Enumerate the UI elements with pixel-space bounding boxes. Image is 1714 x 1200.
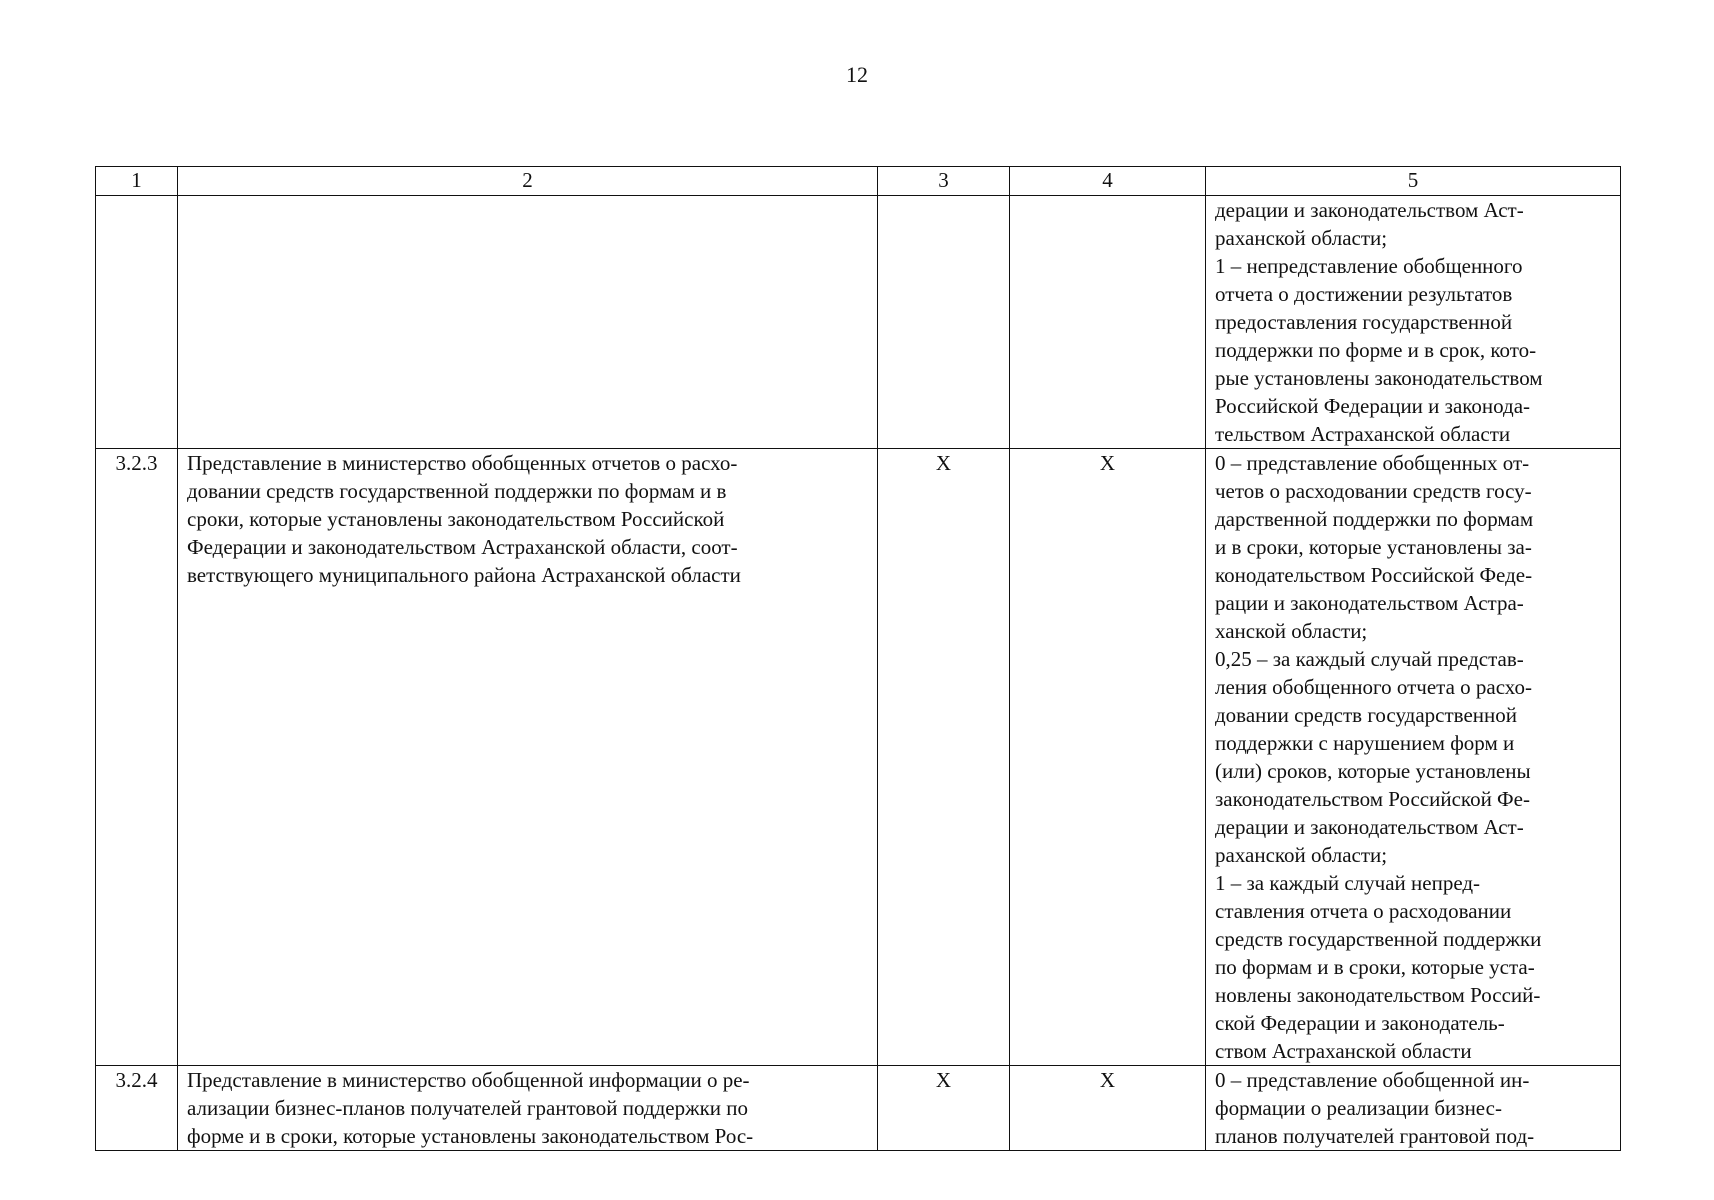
criteria-line: 0,25 – за каждый случай представ- (1215, 647, 1524, 671)
criteria-cell (1206, 196, 1621, 449)
column-header: 5 (1206, 167, 1621, 196)
column-3-cell: X (878, 1066, 1010, 1151)
criteria-line: дерации и законодательством Аст- (1215, 815, 1524, 839)
row-number-cell (96, 196, 178, 449)
criteria-cell (1206, 449, 1621, 1066)
criteria-line: ления обобщенного отчета о расхо- (1215, 675, 1532, 699)
column-4-cell: X (1010, 1066, 1206, 1151)
description-line: ветствующего муниципального района Астраханской области (187, 563, 741, 587)
criteria-line: планов получателей грантовой под- (1215, 1124, 1535, 1148)
criteria-line: средств государственной поддержки (1215, 927, 1542, 951)
column-header: 1 (96, 167, 178, 196)
criteria-line: Российской Федерации и законода- (1215, 394, 1531, 418)
criteria-line: конодательством Российской Феде- (1215, 563, 1533, 587)
criteria-line: 0 – представление обобщенных от- (1215, 451, 1530, 475)
description-line: Представление в министерство обобщенной информации о ре- (187, 1068, 750, 1092)
criteria-line: рации и законодательством Астра- (1215, 591, 1524, 615)
criteria-line: отчета о достижении результатов (1215, 282, 1513, 306)
criteria-line: раханской области; (1215, 843, 1388, 867)
criteria-line: ставления отчета о расходовании (1215, 899, 1512, 923)
column-header: 4 (1010, 167, 1206, 196)
description-line: ализации бизнес-планов получателей грантовой поддержки по (187, 1096, 749, 1120)
column-3-cell: X (878, 449, 1010, 1066)
criteria-line: 0 – представление обобщенной ин- (1215, 1068, 1530, 1092)
table-row (96, 1066, 1621, 1151)
criteria-line: поддержки с нарушением форм и (1215, 731, 1515, 755)
criteria-line: формации о реализации бизнес- (1215, 1096, 1502, 1120)
criteria-line: ской Федерации и законодатель- (1215, 1011, 1505, 1035)
column-header: 2 (178, 167, 878, 196)
criteria-line: раханской области; (1215, 226, 1388, 250)
table-header-row (96, 167, 1621, 196)
criteria-line: ством Астраханской области (1215, 1039, 1472, 1063)
column-4-cell: X (1010, 449, 1206, 1066)
criteria-line: дерации и законодательством Аст- (1215, 198, 1524, 222)
column-4-cell (1010, 196, 1206, 449)
criteria-line: поддержки по форме и в срок, кото- (1215, 338, 1537, 362)
row-number-cell: 3.2.3 (96, 449, 178, 1066)
criteria-cell (1206, 1066, 1621, 1151)
criteria-line: рые установлены законодательством (1215, 366, 1543, 390)
criteria-line: тельством Астраханской области (1215, 422, 1511, 446)
description-cell (178, 449, 878, 1066)
description-cell (178, 196, 878, 449)
document-table (95, 166, 1621, 1151)
criteria-line: законодательством Российской Фе- (1215, 787, 1530, 811)
table-row (96, 196, 1621, 449)
criteria-line: предоставления государственной (1215, 310, 1513, 334)
description-line: Федерации и законодательством Астраханской области, соот- (187, 535, 738, 559)
criteria-line: дарственной поддержки по формам (1215, 507, 1534, 531)
row-number-cell: 3.2.4 (96, 1066, 178, 1151)
criteria-line: четов о расходовании средств госу- (1215, 479, 1532, 503)
page-number: 12 (846, 62, 868, 87)
description-line: сроки, которые установлены законодательством Российской (187, 507, 725, 531)
criteria-line: (или) сроков, которые установлены (1215, 759, 1531, 783)
criteria-line: 1 – за каждый случай непред- (1215, 871, 1481, 895)
description-line: довании средств государственной поддержки по формам и в (187, 479, 727, 503)
criteria-line: по формам и в сроки, которые уста- (1215, 955, 1535, 979)
criteria-line: довании средств государственной (1215, 703, 1517, 727)
table-row (96, 449, 1621, 1066)
column-header: 3 (878, 167, 1010, 196)
criteria-line: и в сроки, которые установлены за- (1215, 535, 1532, 559)
criteria-line: новлены законодательством Россий- (1215, 983, 1541, 1007)
description-cell (178, 1066, 878, 1151)
document-table-container (95, 166, 1620, 1151)
criteria-line: ханской области; (1215, 619, 1368, 643)
column-3-cell (878, 196, 1010, 449)
description-line: форме и в сроки, которые установлены законодательством Рос- (187, 1124, 754, 1148)
criteria-line: 1 – непредставление обобщенного (1215, 254, 1523, 278)
description-line: Представление в министерство обобщенных отчетов о расхо- (187, 451, 738, 475)
